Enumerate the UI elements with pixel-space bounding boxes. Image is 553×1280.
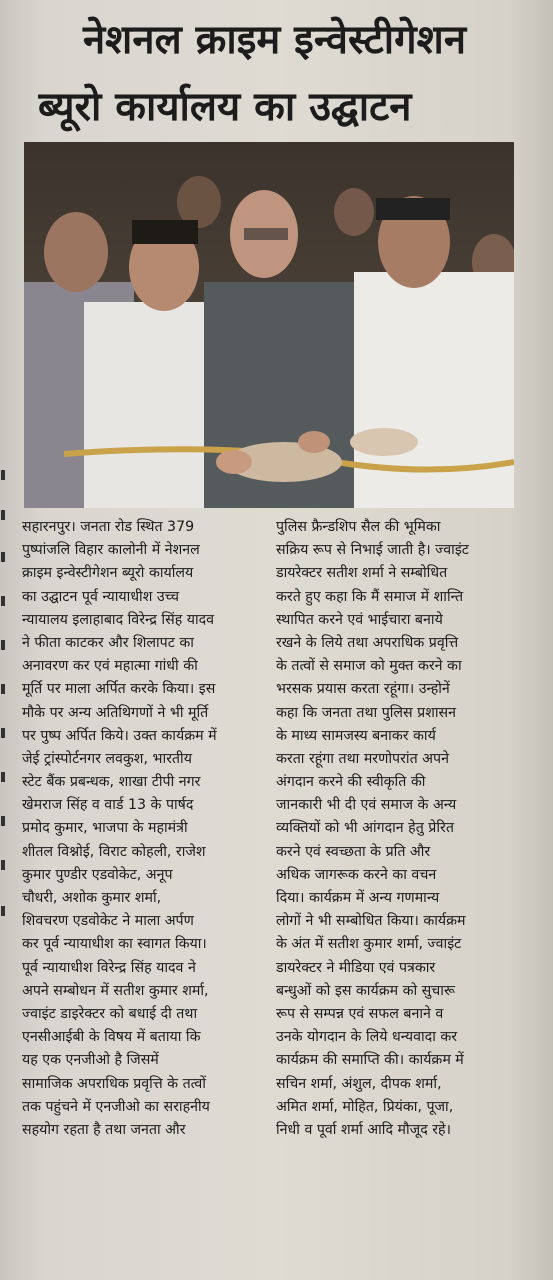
article-line: मौके पर अन्य अतिथिगणों ने भी मूर्ति	[22, 704, 209, 721]
article-line: कार्यक्रम की समाप्ति की। कार्यक्रम में	[276, 1052, 464, 1069]
article-line: करते हुए कहा कि मैं समाज में शान्ति	[276, 588, 464, 605]
article-line: उनके योगदान के लिये धन्यवादा कर	[276, 1029, 458, 1046]
article-line: क्राइम इन्वेस्टीगेशन ब्यूरो कार्यालय	[22, 565, 194, 582]
adjacent-column-edge	[0, 470, 8, 950]
article-line: सचिन शर्मा, अंशुल, दीपक शर्मा,	[276, 1075, 442, 1092]
article-line: कर पूर्व न्यायाधीश का स्वागत किया।	[22, 936, 207, 953]
article-line: के माध्य सामजस्य बनाकर कार्य	[276, 727, 436, 744]
article-line: प्रमोद कुमार, भाजपा के महामंत्री	[22, 820, 188, 837]
article-line: पर पुष्प अर्पित किये। उक्त कार्यक्रम में	[22, 727, 217, 744]
article-line: बन्धुओं को इस कार्यक्रम को सुचारू	[276, 982, 455, 999]
article-line: सक्रिय रूप से निभाई जाती है। ज्वाइंट	[276, 542, 469, 559]
article-line: करने एवं स्वच्छता के प्रति और	[276, 843, 431, 860]
article-line: व्यक्तियों को भी आंगदान हेतु प्रेरित	[276, 820, 454, 837]
headline-line-1: नेशनल क्राइम इन्वेस्टीगेशन	[82, 17, 467, 63]
article-line: रखने के लिये तथा अपराधिक प्रवृत्ति	[276, 634, 459, 651]
article-line: कहा कि जनता तथा पुलिस प्रशासन	[276, 704, 457, 721]
article-line: ने फीता काटकर और शिलापट का	[22, 634, 194, 651]
article-line: निधी व पूर्वा शर्मा आदि मौजूद रहे।	[276, 1121, 451, 1138]
article-line: का उद्घाटन पूर्व न्यायाधीश उच्च	[22, 588, 180, 605]
article-line: सहयोग रहता है तथा जनता और	[22, 1121, 186, 1138]
article-line: स्टेट बैंक प्रबन्धक, शाखा टीपी नगर	[22, 774, 201, 791]
article-column-right	[276, 516, 518, 1142]
article-column-left	[22, 516, 258, 1142]
article-line: करता रहूंगा तथा मरणोपरांत अपने	[276, 750, 449, 767]
article-line: के तत्वों से समाज को मुक्त करने का	[276, 658, 462, 675]
news-photo	[24, 142, 514, 508]
headline-line-2: ब्यूरो कार्यालय का उद्घाटन	[38, 84, 412, 130]
article-line: डायरेक्टर सतीश शर्मा ने सम्बोधित	[276, 565, 448, 582]
article-line: सामाजिक अपराधिक प्रवृत्ति के तत्वों	[22, 1075, 206, 1092]
article-line: रूप से सम्पन्न एवं सफल बनाने व	[276, 1005, 444, 1022]
article-line: दिया। कार्यक्रम में अन्य गणमान्य	[276, 890, 440, 906]
article-line: अमित शर्मा, मोहित, प्रियंका, पूजा,	[276, 1098, 454, 1115]
ribbon-cutting-photo-icon	[24, 142, 514, 508]
article-line: कुमार पुण्डीर एडवोकेट, अनूप	[22, 866, 173, 883]
article-line: चौधरी, अशोक कुमार शर्मा,	[22, 890, 162, 906]
article-line: सहारनपुर। जनता रोड स्थित 379	[22, 519, 195, 535]
article-line: अधिक जागरूक करने का वचन	[276, 866, 437, 883]
article-line: ज्वाइंट डाइरेक्टर को बधाई दी तथा	[22, 1005, 198, 1022]
article-line: स्थापित करने एवं भाईचारा बनाये	[276, 611, 443, 628]
article-line: भरसक प्रयास करता रहूंगा। उन्होनें	[276, 681, 450, 698]
article-line: तक पहुंचने में एनजीओ का सराहनीय	[22, 1098, 210, 1115]
article-line: पूर्व न्यायाधीश विरेन्द्र सिंह यादव ने	[22, 959, 196, 976]
article-line: मूर्ति पर माला अर्पित करके किया। इस	[22, 681, 216, 698]
article-line: शिवचरण एडवोकेट ने माला अर्पण	[22, 913, 194, 930]
article-line: पुष्पांजलि विहार कालोनी में नेशनल	[22, 542, 200, 559]
article-line: खेमराज सिंह व वार्ड 13 के पार्षद	[22, 797, 194, 814]
article-line: लोगों ने भी सम्बोधित किया। कार्यक्रम	[276, 913, 466, 930]
article-line: अनावरण कर एवं महात्मा गांधी की	[22, 658, 198, 675]
article-line: न्यायालय इलाहाबाद विरेन्द्र सिंह यादव	[22, 611, 215, 628]
article-line: पुलिस फ्रैन्डशिप सैल की भूमिका	[276, 519, 441, 535]
article-line: अंगदान करने की स्वीकृति की	[276, 774, 426, 791]
article-line: डायरेक्टर ने मीडिया एवं पत्रकार	[276, 959, 436, 976]
article-line: शीतल विश्नोई, विराट कोहली, राजेश	[22, 843, 206, 860]
article-line: यह एक एनजीओ है जिसमें	[22, 1052, 159, 1069]
article-line: जानकारी भी दी एवं समाज के अन्य	[276, 797, 457, 814]
article-line: के अंत में सतीश कुमार शर्मा, ज्वाइंट	[276, 936, 462, 953]
article-line: अपने सम्बोधन में सतीश कुमार शर्मा,	[22, 982, 209, 999]
article-line: जेई ट्रांस्पोर्टनगर लवकुश, भारतीय	[22, 750, 192, 767]
article-line: एनसीआईबी के विषय में बताया कि	[22, 1029, 201, 1046]
